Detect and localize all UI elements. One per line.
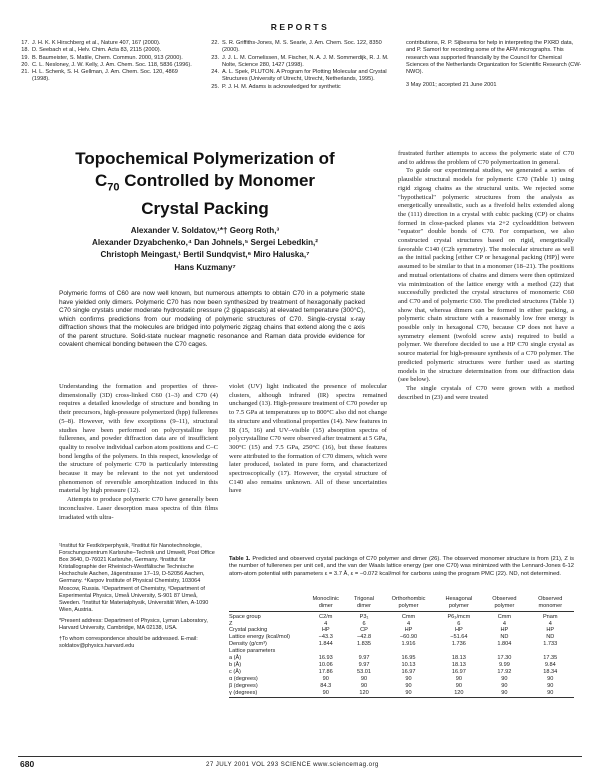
table-cell: HP <box>454 627 463 634</box>
table-cell: 90 <box>360 675 368 682</box>
received-dates: 3 May 2001; accepted 21 June 2001 <box>406 82 497 89</box>
reference-item: 22. S. R. Griffiths-Jones, M. S. Searle, J. Am. Chem. Soc. 122, 8350 (2000). <box>211 40 382 54</box>
issue-line: 27 JULY 2001 VOL 293 SCIENCE www.sciencemag.org <box>206 761 379 768</box>
table-header-cell: Monoclinic dimer <box>305 596 346 611</box>
table-cell: −42.8 <box>356 634 372 641</box>
table-cell: 10.13 <box>401 661 416 668</box>
table-cell: P3₁ <box>359 613 369 620</box>
table-cell: −51.64 <box>450 634 468 641</box>
table-cell: 17.92 <box>497 668 512 675</box>
table-cell: 4 <box>548 620 552 627</box>
table-cell: 18.13 <box>451 655 466 662</box>
table-row-label: a (Å) <box>229 655 242 662</box>
table-cell: 120 <box>435 690 482 698</box>
table-header-cell: Orthorhombic polymer <box>382 596 436 611</box>
body-paragraph: Understanding the formation and properties of three-dimensionally (3D) cross-linked C60 (1–3) and C70 (4) requires a detailed knowledge of structure and bonding in their precursors, high-pressure polymerized (hpp) fullerenes (5–8). However, with few exceptions (9–11), structural studies have been performed on polycrystalline hpp fullerenes, and powder diffraction data are of insufficient quality to resolve individual carbon atom positions and C–C bond lengths of the polymers. In this respect, knowledge of the structure of polymeric C70 is particularly interesting because it may be relevant to the not yet understood phenomenon of reversible amorphization induced in this material by high pressure (12). <box>59 383 218 495</box>
table-cell: 90 <box>322 675 329 682</box>
table-cell: 16.97 <box>401 668 416 675</box>
table-cell: 18.13 <box>451 661 466 668</box>
table-caption: Table 1. Predicted and observed crystal packings of C70 polymer and dimer (26). The observed monomer structure is from (21), Z is the number of fullerenes per unit cell, and the van der Waals lattice energy (per one C70) was minimized with the Lennard-Jones 6-12 atom-atom potential with parameters ε = 3.7 Å, ε = −0.072 kcal/mol for carbons using the program PMC (22). ND, not determined. <box>229 556 575 577</box>
table-cell: Cmm <box>401 613 416 620</box>
reference-item: 25. P. J. H. M. Adams is acknowledged for synthetic <box>211 83 341 90</box>
table-row-label: Crystal packing <box>229 627 268 634</box>
table-cell: 90 <box>547 675 554 682</box>
table-cell: 1.835 <box>357 641 372 648</box>
table-row-label: α (degrees) <box>229 675 258 682</box>
table-cell <box>482 648 526 655</box>
table-cell: 6 <box>362 620 366 627</box>
body-column-3 <box>398 150 574 402</box>
table-cell: HP <box>404 627 413 634</box>
table-row-label: Lattice parameters <box>229 648 276 655</box>
table-cell: 90 <box>527 690 574 698</box>
table-row-label: γ (degrees) <box>229 690 305 698</box>
table-cell <box>346 648 381 655</box>
table-cell: 9.97 <box>358 655 370 662</box>
table-cell: 16.95 <box>401 655 416 662</box>
body-paragraph: Attempts to produce polymeric C70 have generally been inconclusive. Laser desorption mass spectra of thin films irradiated with ultra- <box>59 496 218 521</box>
table-header-cell: Observed monomer <box>527 596 574 611</box>
table-cell: 18.34 <box>543 668 558 675</box>
section-header: REPORTS <box>270 22 330 32</box>
table-cell <box>305 648 346 655</box>
table-header-cell: Trigonal dimer <box>346 596 381 611</box>
table-cell: 1.733 <box>543 641 558 648</box>
table-cell: 4 <box>502 620 506 627</box>
footer-rule <box>18 756 582 757</box>
table-cell: HP <box>500 627 509 634</box>
table-cell: HP <box>321 627 330 634</box>
table-cell: −60.90 <box>399 634 418 641</box>
body-paragraph: The single crystals of C70 were grown with a method described in (23) and were treated <box>398 384 574 401</box>
page-number: 680 <box>20 759 35 769</box>
table-header-cell: Observed polymer <box>482 596 526 611</box>
table-cell <box>382 648 436 655</box>
table-row <box>229 621 574 628</box>
table-cell: 1.844 <box>318 641 333 648</box>
table-cell: Pnam <box>542 613 558 620</box>
table-row <box>229 634 574 641</box>
table-row <box>229 669 574 676</box>
table-crystal-packings <box>229 596 574 698</box>
table-cell: −43.3 <box>318 634 333 641</box>
table-cell: 90 <box>305 690 346 698</box>
table-cell: 6 <box>457 620 461 627</box>
table-row-label: Z <box>229 620 233 627</box>
table-row-label: b (Å) <box>229 661 242 668</box>
reference-item: 24. A. L. Spek, PLUTON. A Program for Plotting Molecular and Crystal Structures (University of Utrecht, Utrecht, Netherlands, 1995). <box>211 69 387 83</box>
table-row <box>229 662 574 669</box>
table-cell: 84.3 <box>320 682 332 689</box>
table-row <box>229 611 574 620</box>
table-cell: 53.01 <box>357 668 372 675</box>
table-cell <box>527 648 574 655</box>
affiliations: ¹Institut für Festkörperphysik, ²Institut für Nanotechnologie, Forschungszentrum Karlsruhe–Technik und Umwelt, Post Office Box 3640, D-76021 Karlsruhe, Germany. ³Institut für Kristallographie der Rheinisch-Westfälische Technische Hochschule Aachen, Jägerstrasse 17–19, D-52056 Aachen, Germany. ⁴Karpov Institute of Physical Chemistry, 103064 Moscow, Russia. ⁵Department of Chemistry, ⁶Department of Experimental Physics, Umeå University, S-901 87 Umeå, Sweden. ⁷Institut für Materialphysik, Universität Wien, A-1090 Wien, Austria. <box>59 543 215 613</box>
table-cell: 9.84 <box>544 661 556 668</box>
reference-item: 20. C. L. Nesloney, J. W. Kelly, J. Am. Chem. Soc. 118, 5836 (1996). <box>21 61 192 68</box>
table-cell: 1.916 <box>401 641 416 648</box>
table-cell: P6₃/mcm <box>447 613 471 620</box>
table-cell: 90 <box>360 682 368 689</box>
table-cell: 90 <box>455 682 462 689</box>
table-cell: 90 <box>482 690 526 698</box>
table-header-cell <box>229 596 305 611</box>
table-cell: C2/m <box>319 613 333 620</box>
table-row <box>229 683 574 690</box>
table-header-row <box>229 596 574 611</box>
table-row <box>229 690 574 698</box>
table-cell: 90 <box>405 682 412 689</box>
reference-item: 18. D. Seebach et al., Helv. Chim. Acta 83, 2115 (2000). <box>21 47 162 54</box>
table-cell: 90 <box>405 675 412 682</box>
table-cell: 4 <box>406 620 411 627</box>
body-column-1 <box>59 383 218 522</box>
body-paragraph: violet (UV) light indicated the presence of molecular clusters, although infrared (IR) spectra remained unchanged (13). High-pressure treatment of C70 powder up to 7.5 GPa at temperatures up to 800°C also did not change its structure and vibrational properties (14). New features in IR (15, 16) and UV–visible (15) absorption spectra of polycrystalline C70 were observed after treatment at 5 GPa, 300°C (15) and 7.5 GPa, 250°C (16), but these features were attributed to the formation of C70 dimers, which were later produced, isolated in pure form, and characterized spectroscopically (17). However, the crystal structure of C140 also remains unknown. All of these uncertainties have <box>229 383 388 495</box>
table-cell: 17.30 <box>497 655 512 662</box>
table-cell: 9.99 <box>498 661 510 668</box>
table-cell: ND <box>546 634 555 641</box>
acknowledgment-text: contributions, R. P. Sijbesma for help in interpreting the PXRD data, and P. Samorí for recording some of the AFM micrographs. This research was supported financially by the Council for Chemical Sciences of the Netherlands Organization for Scientific Research (CW-NWO). <box>406 40 582 76</box>
table-cell: 17.35 <box>543 655 558 662</box>
table-cell: 120 <box>346 690 381 698</box>
table-cell: ND <box>500 634 509 641</box>
abstract: Polymeric forms of C60 are now well known, but numerous attempts to obtain C70 in a polymeric state have yielded only dimers. Polymeric C70 has now been synthesized by treatment of hexagonally packed C70 single crystals under moderate hydrostatic pressure (2 gigapascals) at elevated temperature (300°C), which confirms predictions from our modeling of polymeric structures of C70. Single-crystal x-ray diffraction shows that the molecules are bridged into polymeric zigzag chains that extend along the c axis of the parent structure. Solid-state nuclear magnetic resonance and Raman data provide evidence for covalent chemical bonding between the C70 cages. <box>59 290 365 348</box>
table-row-label: Lattice energy (kcal/mol) <box>229 634 290 641</box>
table-row-label: Space group <box>229 613 261 620</box>
correspondence: †To whom correspondence should be addressed. E-mail: soldatov@physics.harvard.edu <box>59 636 198 650</box>
table-row <box>229 641 574 648</box>
reference-item: 23. J. J. L. M. Cornelissen, M. Fischer, N. A. J. M. Sommerdijk, R. J. M. Nolte, Science 280, 1427 (1998). <box>211 54 389 68</box>
reference-list-left <box>18 40 196 84</box>
reference-item: 19. B. Baumeister, S. Matile, Chem. Commun. 2000, 913 (2000). <box>21 54 183 61</box>
table-cell: 16.97 <box>451 668 466 675</box>
reference-item: 17. J. H. K. K Hirschberg et al., Nature 407, 167 (2000). <box>21 40 161 46</box>
table-cell: 90 <box>501 675 508 682</box>
table-row <box>229 676 574 683</box>
table-cell: CP <box>360 627 368 634</box>
table-row-label: c (Å) <box>229 668 241 675</box>
table-cell: 1.736 <box>451 641 466 648</box>
present-address: *Present address: Department of Physics, Lyman Laboratory, Harvard University, Cambridge, MA 02138, USA. <box>59 617 208 632</box>
table-cell: 9.97 <box>358 661 370 668</box>
table-cell: 90 <box>455 675 462 682</box>
table-cell: 16.93 <box>318 655 333 662</box>
table-row <box>229 627 574 634</box>
table-cell: 1.804 <box>497 641 512 648</box>
table-row-label: Density (g/cm³) <box>229 641 267 648</box>
table-row <box>229 655 574 662</box>
table-row-label: β (degrees) <box>229 682 258 689</box>
reference-item: 21. H. L. Schenk, S. H. Gellman, J. Am. Chem. Soc. 120, 4869 (1998). <box>21 69 178 83</box>
table-cell: Cmm <box>497 613 512 620</box>
body-paragraph: To guide our experimental studies, we generated a series of plausible structural models for polymeric C70 (Table 1) using rigid zigzag chains as the structural units. We rejected some "hypothetical" polymeric structures from the analysis as energetically unrealistic, such as a fivefold helix extended along the (111) direction in a crystal with cubic packing (CP) or chains formed in close-packed planes via 2+2 cycloaddition between "equator" double bonds of C70. For comparison, we also constructed crystal structures based on rigid, energetically favorable C140 (C2h symmetry). The molecular structure as well as the initial packing [either CP or hexagonal packing (HP)] were assumed to be similar to that in a monomer (18–21). The positions and mutual orientations of chains and dimers were then optimized via minimization of the lattice energy with a method (22) that successfully predicted the crystal structures of monomeric C60 and C70 and of polymeric C60. The predicted structures (Table 1) show that, whereas dimers can be formed in either packing, a polymeric chain structure with a reasonably low free energy is possible only in hexagonal C70, because CP does not have a symmetry element (twofold screw axis) required to build a polymer. We therefore decided to use a HP C70 single crystal as source material for high-pressure synthesis of a C70 polymer. The predicted polymeric structures were further used as starting models in the structure determination from our diffraction data (see below). <box>398 167 574 384</box>
table-cell: HP <box>546 627 555 634</box>
table-header-cell: Hexagonal polymer <box>435 596 482 611</box>
table-row <box>229 648 574 655</box>
table-cell <box>435 648 482 655</box>
table-cell: 90 <box>382 690 436 698</box>
table-cell: 90 <box>547 682 554 689</box>
body-column-2 <box>229 383 387 496</box>
author-list: Alexander V. Soldatov,¹*† Georg Roth,³ Alexander Dzyabchenko,⁴ Dan Johnels,⁵ Sergei Lebedkin,² Christoph Meingast,¹ Bertil Sundqvist,⁶ Miro Haluska,⁷ Hans Kuzmany⁷ <box>92 226 318 272</box>
acknowledgment <box>406 40 582 90</box>
affiliation-footnotes <box>59 543 219 654</box>
article-title: Topochemical Polymerization of $C_{70}$ Controlled by Monomer Crystal Packing <box>75 149 335 219</box>
table-cell: 90 <box>501 682 508 689</box>
table-cell: 17.86 <box>318 668 333 675</box>
table-cell: 10.06 <box>318 661 333 668</box>
body-paragraph: frustrated further attempts to access the polymeric state of C70 and to address the problem of C70 polymerization in general. <box>398 150 574 166</box>
reference-list-middle <box>208 40 394 91</box>
table-cell: 4 <box>324 620 328 627</box>
